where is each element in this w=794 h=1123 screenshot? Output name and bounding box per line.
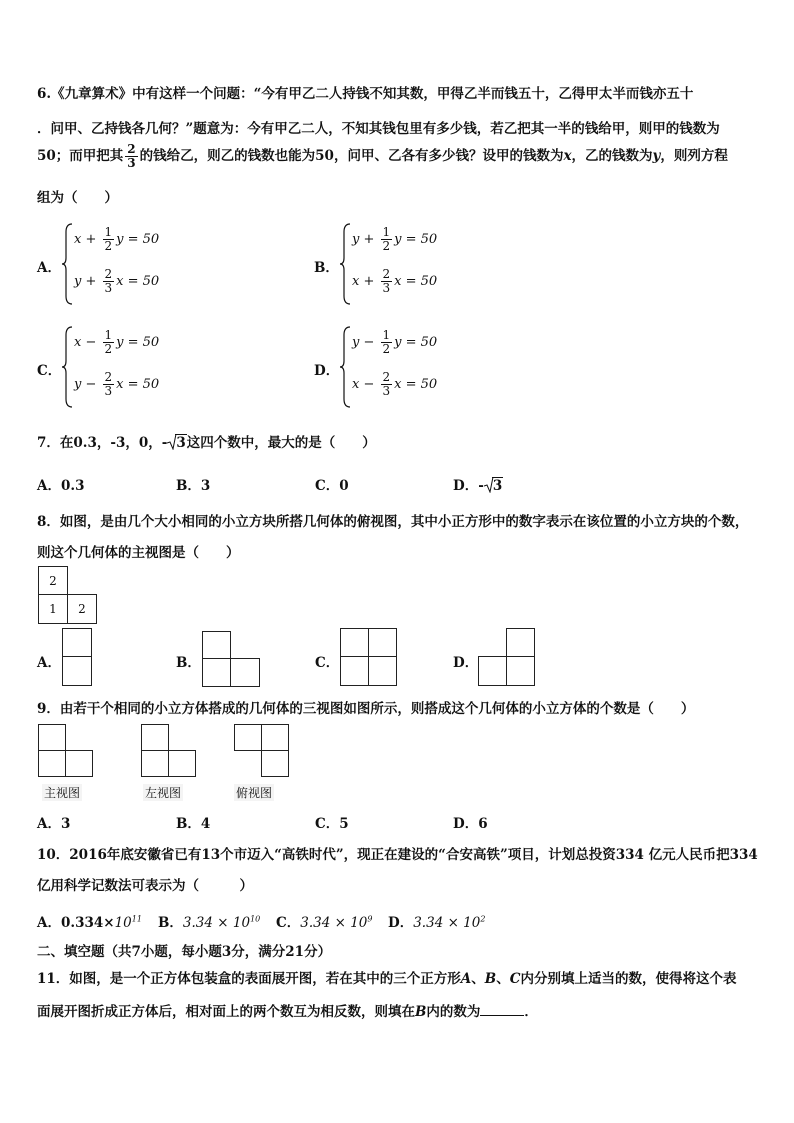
- square-cell: [261, 724, 289, 751]
- q11-line2: 面展开图折成正方体后，相对面上的两个数互为相反数，则填在B内的数为 ．: [37, 1004, 538, 1020]
- q6-option-c-eq1: x − $\frac{1}{2}$ y = 50: [74, 328, 160, 356]
- top-view-cell: 2: [67, 594, 97, 624]
- q7-option-a: A．0.3: [37, 478, 85, 494]
- q6-option-d-system: [340, 325, 450, 409]
- q8-option-b-label: B．: [176, 655, 201, 671]
- q6-option-a-eq1: x + $\frac{1}{2}$ y = 50: [74, 225, 160, 253]
- q9-left-view: [141, 724, 197, 800]
- q6-option-c-label: C．: [37, 363, 62, 379]
- square-cell: [340, 656, 369, 686]
- square-cell: [38, 750, 66, 777]
- q7-option-d: D．- 3: [453, 478, 503, 494]
- q6-line3: 50；而甲把其 $\frac{2}{3}$ 的钱给乙，则乙的钱数也能为50，问甲、乙各有多少钱？设甲的钱数为x，乙的钱数为y，则列方程: [37, 142, 728, 170]
- q8-option-b-figure: [202, 631, 260, 687]
- q6-option-b-label: B．: [314, 260, 339, 276]
- q10-option-d: D．$3.34 \times 10^2$: [388, 914, 486, 931]
- top-view-cell: 1: [38, 594, 68, 624]
- q9-option-b: B．4: [176, 816, 211, 832]
- q8-option-c-label: C．: [315, 655, 340, 671]
- q6-option-d-eq1: y − $\frac{1}{2}$ y = 50: [352, 328, 438, 356]
- square-cell: [62, 656, 92, 686]
- q9-stem: 9．由若干个相同的小立方体搭成的几何体的三视图如图所示，则搭成这个几何体的小立方体的个数是（ ）: [37, 701, 695, 717]
- q6-option-d-eq2: x − $\frac{2}{3}$ x = 50: [352, 370, 438, 398]
- q6-option-b-eq2: x + $\frac{2}{3}$ x = 50: [352, 267, 438, 295]
- front-view-caption: 主视图: [44, 786, 81, 800]
- q8-option-d-label: D．: [453, 655, 479, 671]
- q10-option-a: A．$0.334\times 10^{11}$: [37, 914, 142, 931]
- q6-option-c-system: [62, 325, 172, 409]
- brace-icon: [340, 325, 352, 409]
- q9-option-c: C．5: [315, 816, 349, 832]
- brace-icon: [340, 222, 352, 306]
- brace-icon: [62, 325, 74, 409]
- q8-option-d-figure: [478, 628, 535, 686]
- square-cell: [368, 656, 397, 686]
- q8-option-a-label: A．: [37, 655, 61, 671]
- brace-icon: [62, 222, 74, 306]
- q10-option-c: C．$3.34 \times 10^9$: [276, 914, 373, 931]
- q6-line1: 6.《九章算术》中有这样一个问题：“今有甲乙二人持钱不知其数，甲得乙半而钱五十，乙得甲太半而钱亦五十: [37, 86, 694, 102]
- fraction-two-thirds: $\frac{2}{3}$: [127, 142, 136, 170]
- square-cell: [141, 750, 169, 777]
- top-view-caption: 俯视图: [236, 786, 273, 800]
- q8-top-view: [38, 566, 98, 624]
- q6-line4: 组为（ ）: [37, 190, 118, 206]
- q10-line2: 亿用科学记数法可表示为（ ）: [37, 878, 253, 894]
- q8-option-a-figure: [62, 628, 92, 686]
- q6-option-c-eq2: y − $\frac{2}{3}$ x = 50: [74, 370, 160, 398]
- q6-option-a-label: A．: [37, 260, 61, 276]
- square-cell: [62, 628, 92, 657]
- sqrt-symbol: 3: [167, 435, 186, 451]
- q10-option-b: B．$3.34 \times 10^{10}$: [158, 914, 261, 931]
- q9-option-d: D．6: [453, 816, 488, 832]
- q6-line2: ．问甲、乙持钱各几何？”题意为：今有甲乙二人，不知其钱包里有多少钱，若乙把其一半的钱给甲，则甲的钱数为: [37, 121, 720, 137]
- q9-top-view: [234, 724, 290, 800]
- square-cell: [340, 628, 369, 657]
- square-cell: [230, 658, 260, 687]
- square-cell: [368, 628, 397, 657]
- q7-stem: 7．在0.3，-3，0，- 3这四个数中，最大的是（ ）: [37, 435, 376, 451]
- square-cell: [141, 724, 169, 751]
- square-cell: [168, 750, 196, 777]
- q9-option-a: A．3: [37, 816, 71, 832]
- section-heading: 二、填空题（共7小题，每小题3分，满分21分）: [37, 944, 332, 960]
- q8-line2: 则这个几何体的主视图是（ ）: [37, 545, 240, 561]
- square-cell: [38, 724, 66, 751]
- q6-option-b-eq1: y + $\frac{1}{2}$ y = 50: [352, 225, 438, 253]
- answer-blank[interactable]: [480, 1003, 524, 1016]
- square-cell: [65, 750, 93, 777]
- q11-line1: 11．如图，是一个正方体包装盒的表面展开图，若在其中的三个正方形A、B、C内分别填上适当的数，使得将这个表: [37, 971, 737, 987]
- q9-front-view: [38, 724, 94, 800]
- q7-option-b: B．3: [176, 478, 211, 494]
- q7-option-c: C．0: [315, 478, 349, 494]
- top-view-cell: 2: [38, 566, 68, 595]
- q6-option-a-system: [62, 222, 172, 306]
- square-cell: [202, 658, 231, 687]
- q8-line1: 8．如图，是由几个大小相同的小立方块所搭几何体的俯视图，其中小正方形中的数字表示在该位置的小立方块的个数，: [37, 514, 749, 530]
- square-cell: [261, 750, 289, 777]
- square-cell: [506, 628, 535, 657]
- square-cell: [478, 656, 507, 686]
- square-cell: [234, 724, 262, 751]
- q6-option-a-eq2: y + $\frac{2}{3}$ x = 50: [74, 267, 160, 295]
- q8-option-c-figure: [340, 628, 397, 686]
- left-view-caption: 左视图: [145, 786, 182, 800]
- q6-option-b-system: [340, 222, 450, 306]
- square-cell: [202, 631, 231, 659]
- q10-line1: 10．2016年底安徽省已有13个市迈入“高铁时代”，现正在建设的“合安高铁”项目，计划总投资334 亿元人民币把334: [37, 847, 758, 863]
- q6-option-d-label: D．: [314, 363, 340, 379]
- square-cell: [506, 656, 535, 686]
- sqrt-symbol: 3: [484, 478, 503, 494]
